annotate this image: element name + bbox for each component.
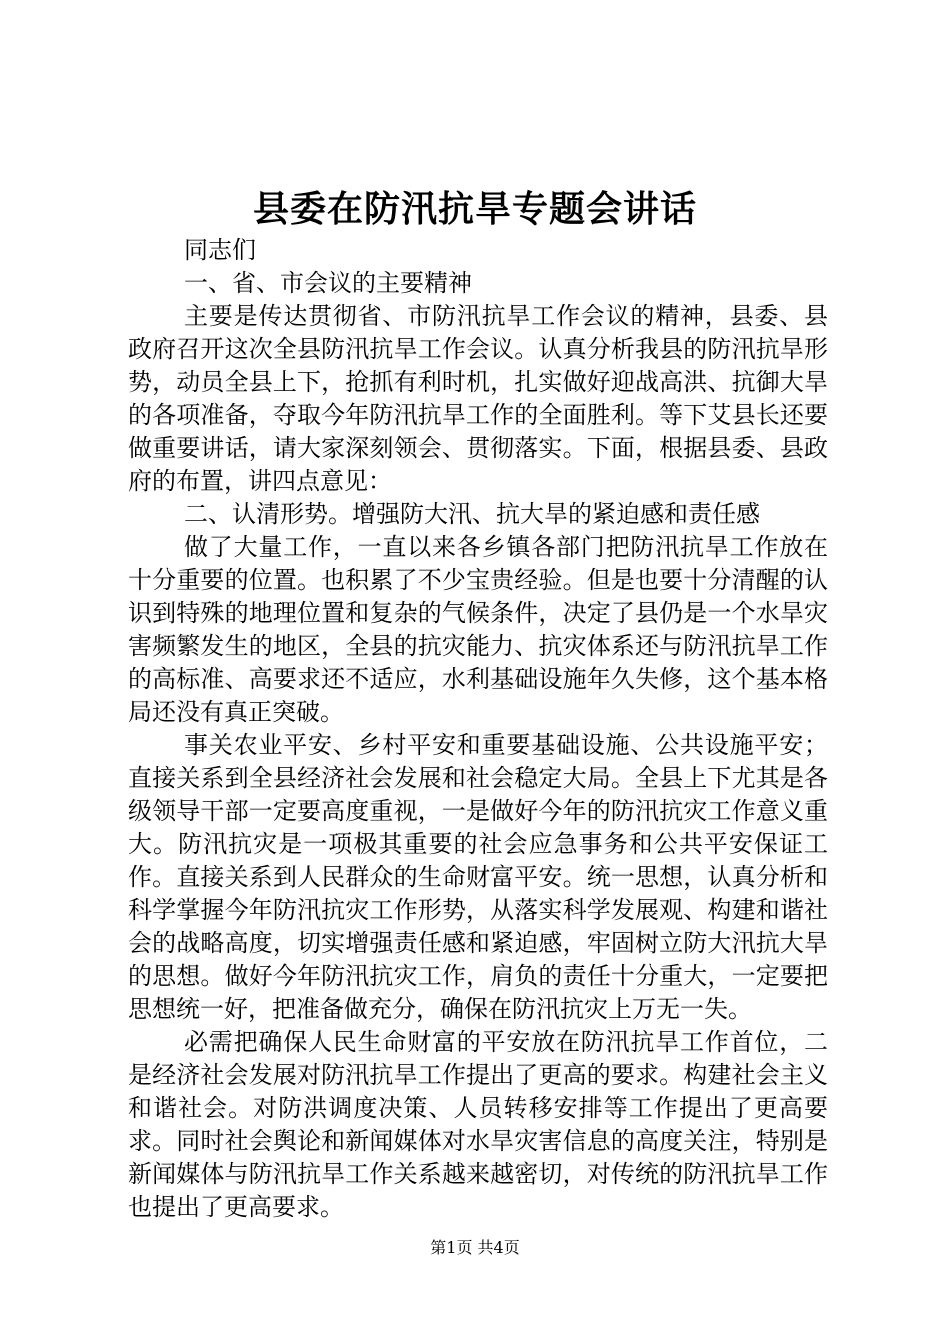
document-body bbox=[128, 234, 828, 1224]
document-title: 县委在防汛抗旱专题会讲话 bbox=[252, 188, 697, 230]
section-heading-1: 一、省、市会议的主要精神 bbox=[184, 269, 472, 297]
page-number-footer: 第1页 共4页 bbox=[430, 1238, 520, 1257]
paragraph-salutation: 同志们 bbox=[184, 236, 256, 264]
section-heading-2: 二、认清形势。增强防大汛、抗大旱的紧迫感和责任感 bbox=[184, 500, 760, 528]
paragraph: 必需把确保人民生命财富的平安放在防汛抗旱工作首位，二是经济社会发展对防汛抗旱工作提出了更高的要求。构建社会主义和谐社会。对防洪调度决策、人员转移安排等工作提出了更高要求。同时社会舆论和新闻媒体对水旱灾害信息的高度关注，特别是新闻媒体与防汛抗旱工作关系越来越密切，对传统的防汛抗旱工作也提出了更高要求。 bbox=[128, 1028, 828, 1221]
paragraph: 主要是传达贯彻省、市防汛抗旱工作会议的精神，县委、县政府召开这次全县防汛抗旱工作会议。认真分析我县的防汛抗旱形势，动员全县上下，抢抓有利时机，扎实做好迎战高洪、抗御大旱的各项准备，夺取今年防汛抗旱工作的全面胜利。等下艾县长还要做重要讲话，请大家深刻领会、贯彻落实。下面，根据县委、县政府的布置，讲四点意见： bbox=[128, 302, 828, 495]
paragraph: 做了大量工作，一直以来各乡镇各部门把防汛抗旱工作放在十分重要的位置。也积累了不少宝贵经验。但是也要十分清醒的认识到特殊的地理位置和复杂的气候条件，决定了县仍是一个水旱灾害频繁发生的地区，全县的抗灾能力、抗灾体系还与防汛抗旱工作的高标准、高要求还不适应，水利基础设施年久失修，这个基本格局还没有真正突破。 bbox=[128, 533, 828, 726]
paragraph: 事关农业平安、乡村平安和重要基础设施、公共设施平安；直接关系到全县经济社会发展和社会稳定大局。全县上下尤其是各级领导干部一定要高度重视，一是做好今年的防汛抗灾工作意义重大。防汛抗灾是一项极其重要的社会应急事务和公共平安保证工作。直接关系到人民群众的生命财富平安。统一思想，认真分析和科学掌握今年防汛抗灾工作形势，从落实科学发展观、构建和谐社会的战略高度，切实增强责任感和紧迫感，牢固树立防大汛抗大旱的思想。做好今年防汛抗灾工作，肩负的责任十分重大，一定要把思想统一好，把准备做充分，确保在防汛抗灾上万无一失。 bbox=[128, 731, 828, 1023]
